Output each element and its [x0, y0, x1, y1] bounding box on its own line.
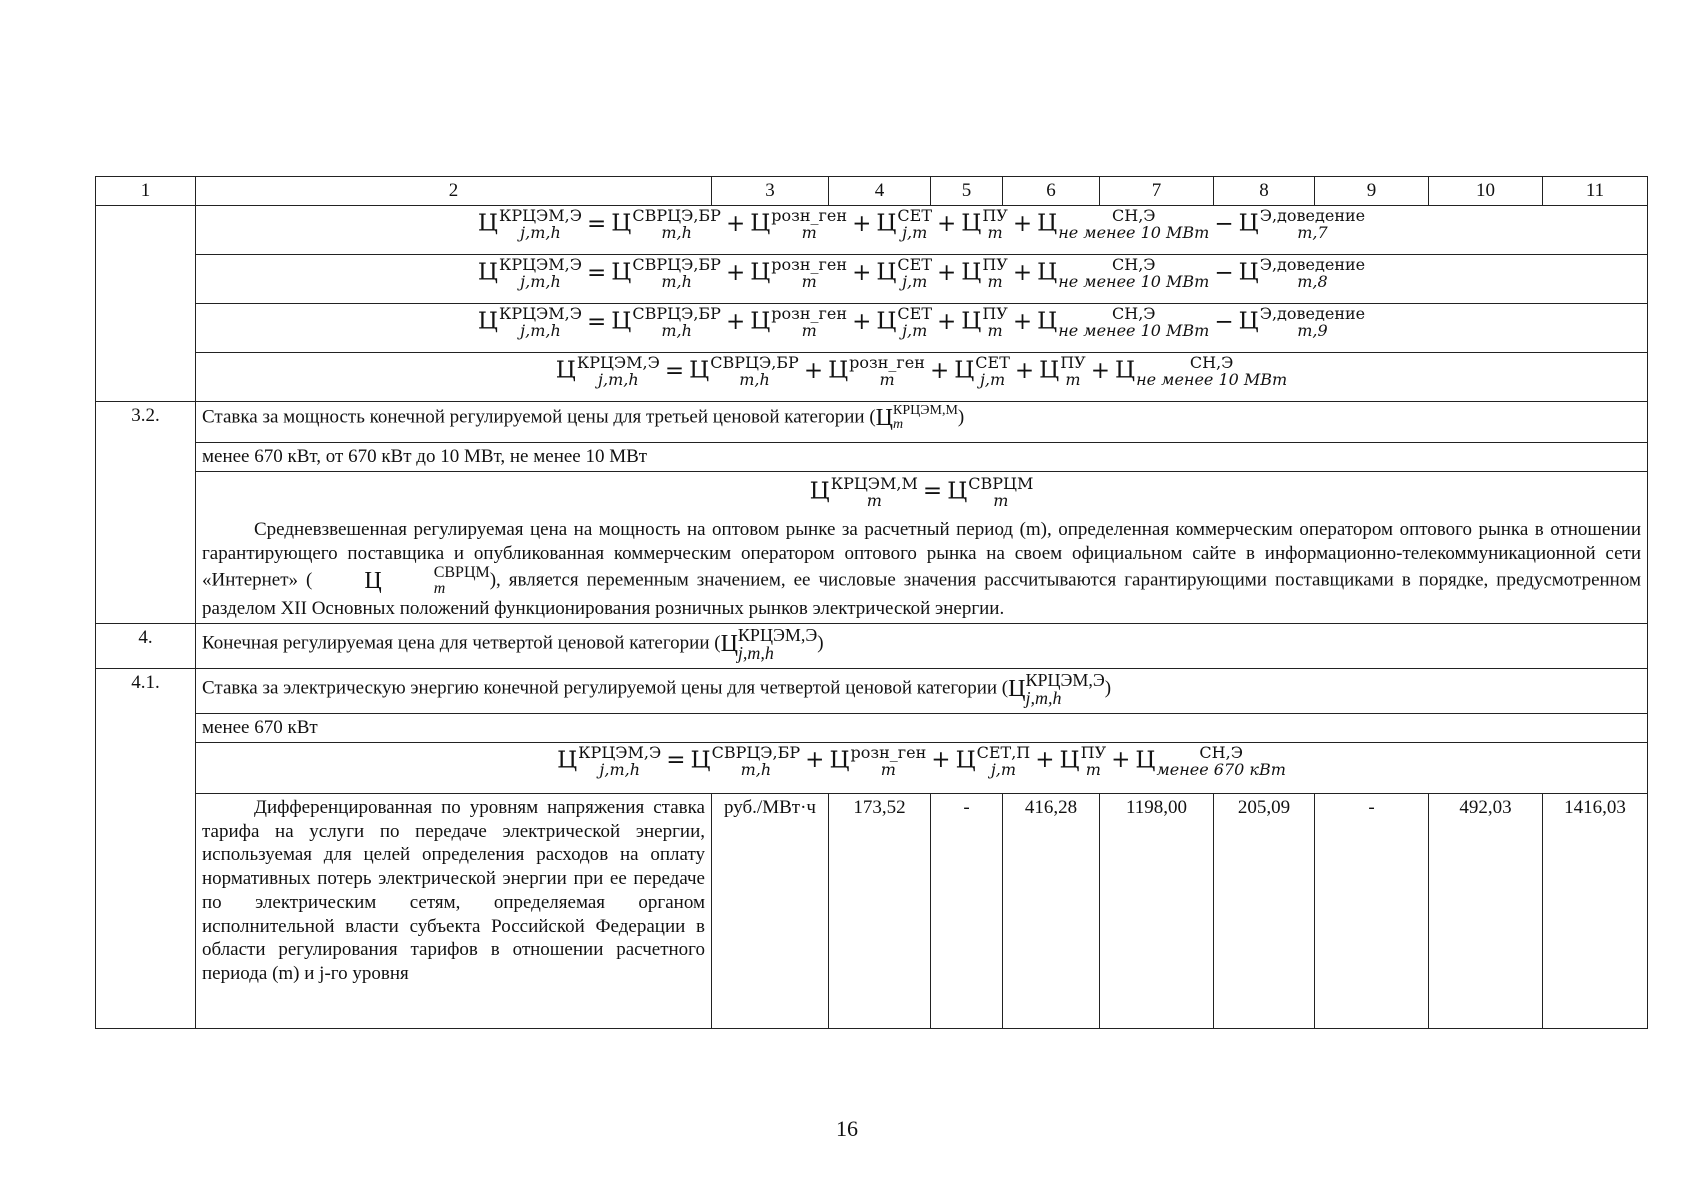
formula-index: [578, 742, 662, 779]
formula-subscript: j,m: [902, 321, 928, 340]
formula-operator: +: [725, 308, 746, 335]
formula-superscript: СВРЦЭ,БР: [632, 206, 721, 225]
formula-symbol: Ц: [1037, 259, 1058, 286]
section-3-2-body-row: [96, 471, 1648, 623]
section-title: [196, 669, 1648, 714]
formula-index: [632, 208, 721, 241]
formula-symbol: Ц: [1037, 308, 1058, 335]
formula-subscript: m: [987, 223, 1003, 242]
formula-operator: =: [587, 308, 607, 335]
formula-superscript: розн_ген: [771, 255, 848, 274]
col-header: 9: [1315, 177, 1429, 206]
formula-superscript: ПУ: [982, 206, 1008, 225]
formula-symbol: Ц: [477, 259, 498, 286]
formula-subscript: m,9: [1297, 321, 1328, 340]
scope-text: менее 670 кВт: [196, 714, 1648, 743]
symbol-index: [893, 404, 958, 432]
header-row: [96, 177, 1648, 206]
formula-operator: +: [852, 210, 872, 237]
formula-operator: +: [1012, 308, 1033, 335]
formula-superscript: СН,Э: [1112, 255, 1156, 274]
formula-index: [1058, 208, 1209, 241]
formula-cell: [196, 255, 1648, 304]
formula-index: [577, 355, 660, 388]
value-cell: -: [931, 793, 1003, 1028]
symbol-subscript: j,m,h: [1025, 688, 1062, 708]
tariff-table: [95, 176, 1648, 1029]
section-title: [196, 624, 1648, 669]
formula-superscript: розн_ген: [849, 353, 925, 372]
value-cell: 492,03: [1429, 793, 1543, 1028]
formula-index: [982, 257, 1008, 290]
formula-operator: +: [1035, 747, 1055, 774]
formula-cell: [196, 206, 1648, 255]
formula-symbol: Ц: [750, 259, 771, 286]
formula-subscript: m: [801, 321, 817, 340]
formula-subscript: не менее 10 МВт: [1058, 272, 1210, 291]
formula-cell: [202, 474, 1641, 518]
formula-subscript: j,m: [902, 223, 928, 242]
formula-subscript: m: [880, 759, 896, 779]
formula-index: [897, 257, 932, 290]
formula-symbol: Ц: [1115, 357, 1136, 384]
formula-superscript: КРЦЭМ,М: [830, 473, 918, 493]
col-header: 1: [96, 177, 196, 206]
formula-operator: =: [664, 357, 685, 384]
section-body: [196, 471, 1648, 623]
formula-superscript: ПУ: [1080, 742, 1107, 762]
formula-symbol: Ц: [947, 478, 968, 505]
value-row: [96, 793, 1648, 1028]
formula-subscript: m: [1085, 759, 1101, 779]
formula-symbol: Ц: [611, 308, 632, 335]
formula-index: [976, 742, 1031, 779]
formula-superscript: ПУ: [982, 304, 1008, 323]
formula-row: [96, 255, 1648, 304]
formula-subscript: не менее 10 МВт: [1136, 370, 1288, 389]
formula-row: [96, 206, 1648, 255]
formula-symbol: Ц: [477, 210, 498, 237]
formula-index: [982, 306, 1008, 339]
unit-cell: руб./МВт·ч: [712, 793, 829, 1028]
formula-row: [96, 742, 1648, 793]
row-number: 4.: [96, 624, 196, 669]
formula-operator: +: [725, 259, 746, 286]
formula-operator: +: [1090, 357, 1111, 384]
formula-superscript: КРЦЭМ,Э: [576, 353, 660, 372]
formula-symbol: Ц: [829, 747, 850, 774]
page-number: 16: [836, 1116, 858, 1141]
formula-operator: +: [803, 357, 824, 384]
formula-symbol: Ц: [961, 210, 982, 237]
formula-index: [975, 355, 1010, 388]
description-text: Дифференцированная по уровням напряжения ставка тарифа на услуги по передаче электрической энергии, используемая для целей определения расходов на оплату нормативных потерь электрической энергии при ее передаче по электрическим сетям, определяемая органом исполнительной власти субъекта Российской Федерации в области регулирования тарифов в отношении расчетного периода (m) и j-го уровня: [202, 796, 705, 984]
formula-subscript: j,m,h: [520, 272, 561, 291]
formula-operator: −: [1214, 210, 1234, 237]
formula-row: [96, 304, 1648, 353]
col-header: 7: [1100, 177, 1214, 206]
formula-operator: =: [587, 210, 607, 237]
formula-index: [771, 306, 847, 339]
value-cell: 1416,03: [1543, 793, 1648, 1028]
formula-symbol: Ц: [954, 357, 975, 384]
formula-superscript: СН,Э: [1189, 353, 1234, 372]
formula-superscript: СВРЦМ: [968, 473, 1034, 493]
formula-superscript: ПУ: [982, 255, 1008, 274]
title-close: ): [817, 632, 824, 654]
formula-superscript: розн_ген: [850, 742, 927, 762]
description-cell: [196, 793, 712, 1028]
section-title: [196, 402, 1648, 443]
formula-symbol: Ц: [876, 259, 897, 286]
formula-symbol: Ц: [557, 747, 578, 774]
formula-operator: +: [1014, 357, 1035, 384]
formula-symbol: Ц: [809, 478, 830, 505]
formula-symbol: Ц: [689, 357, 710, 384]
formula-index: [830, 473, 918, 510]
row-number: 3.2.: [96, 402, 196, 624]
formula-cell: [196, 304, 1648, 353]
formula-subscript: m: [866, 490, 882, 510]
formula-subscript: j,m,h: [520, 321, 561, 340]
formula-index: [499, 306, 582, 339]
formula-symbol: Ц: [1135, 747, 1156, 774]
formula-operator: −: [1214, 308, 1234, 335]
symbol-superscript: КРЦЭМ,Э: [737, 625, 818, 645]
col-header: 3: [712, 177, 829, 206]
value-cell: -: [1315, 793, 1429, 1028]
formula-subscript: m,8: [1297, 272, 1328, 291]
formula-index: [1260, 306, 1365, 339]
formula-superscript: КРЦЭМ,Э: [498, 255, 583, 274]
title-symbol: [1008, 670, 1105, 708]
symbol-superscript: КРЦЭМ,Э: [1025, 670, 1105, 690]
formula-index: [849, 355, 925, 388]
formula-superscript: КРЦЭМ,Э: [498, 304, 583, 323]
formula-subscript: j,m,h: [520, 223, 561, 242]
row-number: 4.1.: [96, 669, 196, 1029]
formula-row: [96, 353, 1648, 402]
formula-index: [1156, 742, 1286, 779]
formula-index: [1080, 742, 1107, 779]
formula-superscript: Э,доведение: [1259, 304, 1366, 323]
formula-subscript: менее 670 кВт: [1156, 759, 1286, 779]
formula-subscript: j,m: [902, 272, 928, 291]
paragraph-symbol: [312, 564, 490, 598]
formula-symbol: Ц: [750, 210, 771, 237]
formula-superscript: Э,доведение: [1259, 206, 1366, 225]
formula-subscript: j,m: [979, 370, 1006, 389]
section-title-text: Ставка за мощность конечной регулируемой цены для третьей ценовой категории (: [202, 406, 876, 428]
formula-subscript: m,7: [1297, 223, 1328, 242]
formula-subscript: m: [987, 272, 1003, 291]
symbol-base: Ц: [1008, 676, 1026, 702]
formula-index: [1058, 257, 1209, 290]
formula-symbol: Ц: [1037, 210, 1058, 237]
empty-number-cell: [96, 206, 196, 402]
formula-symbol: Ц: [1238, 259, 1259, 286]
col-header: 6: [1003, 177, 1100, 206]
col-header: 11: [1543, 177, 1648, 206]
col-header: 8: [1214, 177, 1315, 206]
formula-symbol: Ц: [611, 210, 632, 237]
formula-superscript: розн_ген: [771, 304, 848, 323]
formula-operator: +: [937, 308, 957, 335]
formula-index: [1060, 355, 1086, 388]
formula-superscript: СВРЦЭ,БР: [632, 304, 721, 323]
symbol-index: [738, 626, 817, 662]
formula-symbol: Ц: [1238, 210, 1259, 237]
scope-text: менее 670 кВт, от 670 кВт до 10 МВт, не менее 10 МВт: [196, 443, 1648, 472]
value-cell: 173,52: [829, 793, 931, 1028]
formula-operator: +: [1111, 747, 1131, 774]
formula-index: [632, 257, 721, 290]
title-close: ): [1104, 677, 1112, 699]
formula-operator: +: [937, 259, 957, 286]
formula-subscript: m: [879, 370, 895, 389]
formula-index: [711, 742, 801, 779]
formula-index: [897, 306, 932, 339]
formula-superscript: СН,Э: [1112, 304, 1156, 323]
formula-index: [771, 257, 847, 290]
symbol-base: Ц: [875, 405, 894, 431]
formula-symbol: Ц: [690, 747, 711, 774]
formula-symbol: Ц: [477, 308, 498, 335]
formula-superscript: ПУ: [1060, 353, 1086, 372]
formula-index: [850, 742, 927, 779]
formula-symbol: Ц: [955, 747, 976, 774]
formula-symbol: Ц: [555, 357, 576, 384]
section-title-text: Конечная регулируемая цена для четвертой ценовой категории (: [202, 632, 721, 654]
formula-subscript: j,m,h: [598, 370, 639, 389]
formula-operator: +: [805, 747, 825, 774]
section-title-text: Ставка за электрическую энергию конечной регулируемой цены для четвертой ценовой категории (: [202, 677, 1009, 699]
formula-index: [710, 355, 799, 388]
formula-superscript: СЕТ: [897, 255, 932, 274]
formula-symbol: Ц: [1059, 747, 1080, 774]
title-symbol: [720, 625, 818, 663]
formula-index: [632, 306, 721, 339]
formula-superscript: КРЦЭМ,Э: [578, 742, 662, 762]
formula-index: [1058, 306, 1209, 339]
title-symbol: [875, 403, 958, 432]
formula-superscript: СЕТ,П: [976, 742, 1031, 762]
formula-symbol: Ц: [828, 357, 849, 384]
formula-subscript: m,h: [661, 272, 692, 291]
formula-subscript: не менее 10 МВт: [1058, 321, 1210, 340]
formula-subscript: m: [987, 321, 1003, 340]
formula-operator: +: [852, 259, 872, 286]
formula-superscript: СВРЦЭ,БР: [632, 255, 721, 274]
paragraph-text-1: Средневзвешенная регулируемая цена на мощность на оптовом рынке за расчетный период (m), определенная коммерческим оператором оптового рынка в отношении гарантирующего поставщика и опубликованная коммерческим оператором оптового рынка на своем официальном сайте в информационно-телекоммуникационной сети «Интернет» (: [202, 518, 1641, 591]
formula-operator: +: [937, 210, 957, 237]
symbol-base: Ц: [364, 568, 382, 595]
formula-index: [982, 208, 1008, 241]
formula-subscript: m: [801, 223, 817, 242]
formula-operator: +: [929, 357, 950, 384]
section-4-row: [96, 624, 1648, 669]
formula-subscript: j,m,h: [599, 759, 640, 779]
formula-subscript: m: [1065, 370, 1081, 389]
formula-index: [771, 208, 847, 241]
formula-subscript: m: [801, 272, 817, 291]
formula-index: [897, 208, 932, 241]
symbol-index: [382, 565, 490, 597]
section-3-2-title-row: [96, 402, 1648, 443]
formula-subscript: m,h: [740, 759, 772, 779]
symbol-superscript: СВРЦМ: [433, 564, 490, 582]
formula-symbol: Ц: [1039, 357, 1060, 384]
col-header: 10: [1429, 177, 1543, 206]
value-cell: 205,09: [1214, 793, 1315, 1028]
formula-subscript: m,h: [661, 223, 692, 242]
formula-subscript: m,h: [661, 321, 692, 340]
symbol-base: Ц: [720, 631, 738, 657]
formula-operator: +: [1012, 259, 1033, 286]
title-close: ): [957, 406, 965, 428]
formula-operator: =: [587, 259, 607, 286]
formula-superscript: СЕТ: [897, 304, 932, 323]
formula-index: [499, 257, 582, 290]
formula-cell: [196, 742, 1648, 793]
formula-symbol: Ц: [750, 308, 771, 335]
formula-index: [499, 208, 582, 241]
symbol-index: [1025, 671, 1104, 707]
formula-superscript: СН,Э: [1199, 742, 1243, 762]
formula-superscript: СВРЦЭ,БР: [711, 742, 801, 762]
col-header: 5: [931, 177, 1003, 206]
symbol-subscript: m: [893, 417, 904, 432]
formula-symbol: Ц: [611, 259, 632, 286]
formula-index: [1260, 208, 1365, 241]
formula-index: [1136, 355, 1287, 388]
formula-cell: [196, 353, 1648, 402]
formula-superscript: СЕТ: [975, 353, 1010, 372]
formula-index: [1260, 257, 1365, 290]
formula-index: [968, 473, 1034, 510]
formula-superscript: СЕТ: [897, 206, 932, 225]
formula-symbol: Ц: [876, 210, 897, 237]
formula-operator: +: [725, 210, 746, 237]
formula-subscript: m: [993, 490, 1009, 510]
symbol-subscript: j,m,h: [737, 643, 774, 663]
formula-operator: +: [852, 308, 872, 335]
value-cell: 416,28: [1003, 793, 1100, 1028]
formula-symbol: Ц: [961, 259, 982, 286]
section-3-2-scope-row: [96, 443, 1648, 472]
section-4-1-title-row: [96, 669, 1648, 714]
formula-subscript: j,m: [990, 759, 1017, 779]
paragraph: [202, 518, 1641, 621]
formula-superscript: СН,Э: [1112, 206, 1156, 225]
formula-symbol: Ц: [876, 308, 897, 335]
section-4-1-scope-row: [96, 714, 1648, 743]
formula-superscript: КРЦЭМ,Э: [498, 206, 583, 225]
formula-operator: +: [1012, 210, 1033, 237]
formula-superscript: розн_ген: [771, 206, 848, 225]
symbol-subscript: m: [433, 580, 446, 598]
col-header: 4: [829, 177, 931, 206]
col-header: 2: [196, 177, 712, 206]
formula-subscript: m,h: [739, 370, 770, 389]
formula-operator: =: [922, 478, 943, 505]
formula-operator: =: [666, 747, 686, 774]
formula-superscript: Э,доведение: [1259, 255, 1366, 274]
symbol-superscript: КРЦЭМ,М: [893, 403, 958, 418]
value-cell: 1198,00: [1100, 793, 1214, 1028]
formula-symbol: Ц: [1238, 308, 1259, 335]
formula-operator: +: [931, 747, 951, 774]
formula-superscript: СВРЦЭ,БР: [710, 353, 799, 372]
formula-subscript: не менее 10 МВт: [1058, 223, 1210, 242]
formula-operator: −: [1214, 259, 1234, 286]
formula-symbol: Ц: [961, 308, 982, 335]
paragraph-text-2: ), является переменным значением, ее числовые значения рассчитываются гарантирующими поставщиками в порядке, предусмотренном разделом XII Основных положений функционирования розничных рынков электрической энергии.: [202, 569, 1641, 620]
